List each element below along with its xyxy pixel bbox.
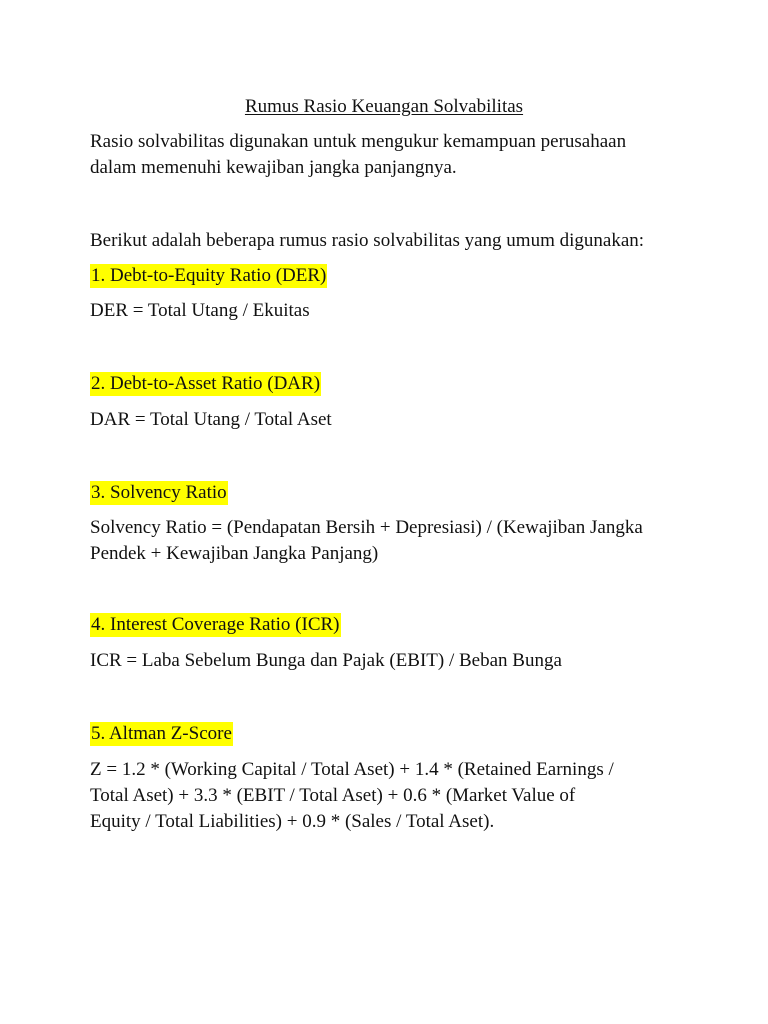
section-formula-icr xyxy=(90,648,690,674)
section-formula-dar xyxy=(90,407,690,433)
formula-line: ICR = Laba Sebelum Bunga dan Pajak (EBIT) / Beban Bunga xyxy=(90,650,562,671)
formula-line: Equity / Total Liabilities) + 0.9 * (Sales / Total Aset). xyxy=(90,811,495,832)
formula-line: Solvency Ratio = (Pendapatan Bersih + Depresiasi) / (Kewajiban Jangka xyxy=(90,517,643,538)
section-formula-altman xyxy=(90,757,690,835)
lead-paragraph xyxy=(90,228,690,254)
lead-line: Berikut adalah beberapa rumus rasio solvabilitas yang umum digunakan: xyxy=(90,230,645,251)
formula-line: Pendek + Kewajiban Jangka Panjang) xyxy=(90,543,379,564)
highlighted-heading: 2. Debt-to-Asset Ratio (DAR) xyxy=(91,373,321,394)
highlighted-heading: 1. Debt-to-Equity Ratio (DER) xyxy=(91,265,327,286)
formula-line: DAR = Total Utang / Total Aset xyxy=(90,409,332,430)
highlighted-heading: 5. Altman Z-Score xyxy=(91,723,232,744)
section-formula-der xyxy=(90,298,690,324)
document-title: Rumus Rasio Keuangan Solvabilitas xyxy=(244,96,524,117)
section-heading-icr xyxy=(90,612,690,638)
intro-line-2: dalam memenuhi kewajiban jangka panjangnya. xyxy=(90,157,457,178)
intro-paragraph xyxy=(90,129,690,181)
formula-line: DER = Total Utang / Ekuitas xyxy=(90,300,310,321)
section-heading-dar xyxy=(90,371,690,397)
section-heading-solvency xyxy=(90,480,690,506)
highlighted-heading: 3. Solvency Ratio xyxy=(91,482,227,503)
highlighted-heading: 4. Interest Coverage Ratio (ICR) xyxy=(91,614,340,635)
section-heading-altman xyxy=(90,721,690,747)
formula-line: Z = 1.2 * (Working Capital / Total Aset) + 1.4 * (Retained Earnings / xyxy=(90,759,614,780)
formula-line: Total Aset) + 3.3 * (EBIT / Total Aset) + 0.6 * (Market Value of xyxy=(90,785,576,806)
section-heading-der xyxy=(90,263,690,289)
intro-line-1: Rasio solvabilitas digunakan untuk mengukur kemampuan perusahaan xyxy=(90,131,627,152)
section-formula-solvency xyxy=(90,515,690,567)
